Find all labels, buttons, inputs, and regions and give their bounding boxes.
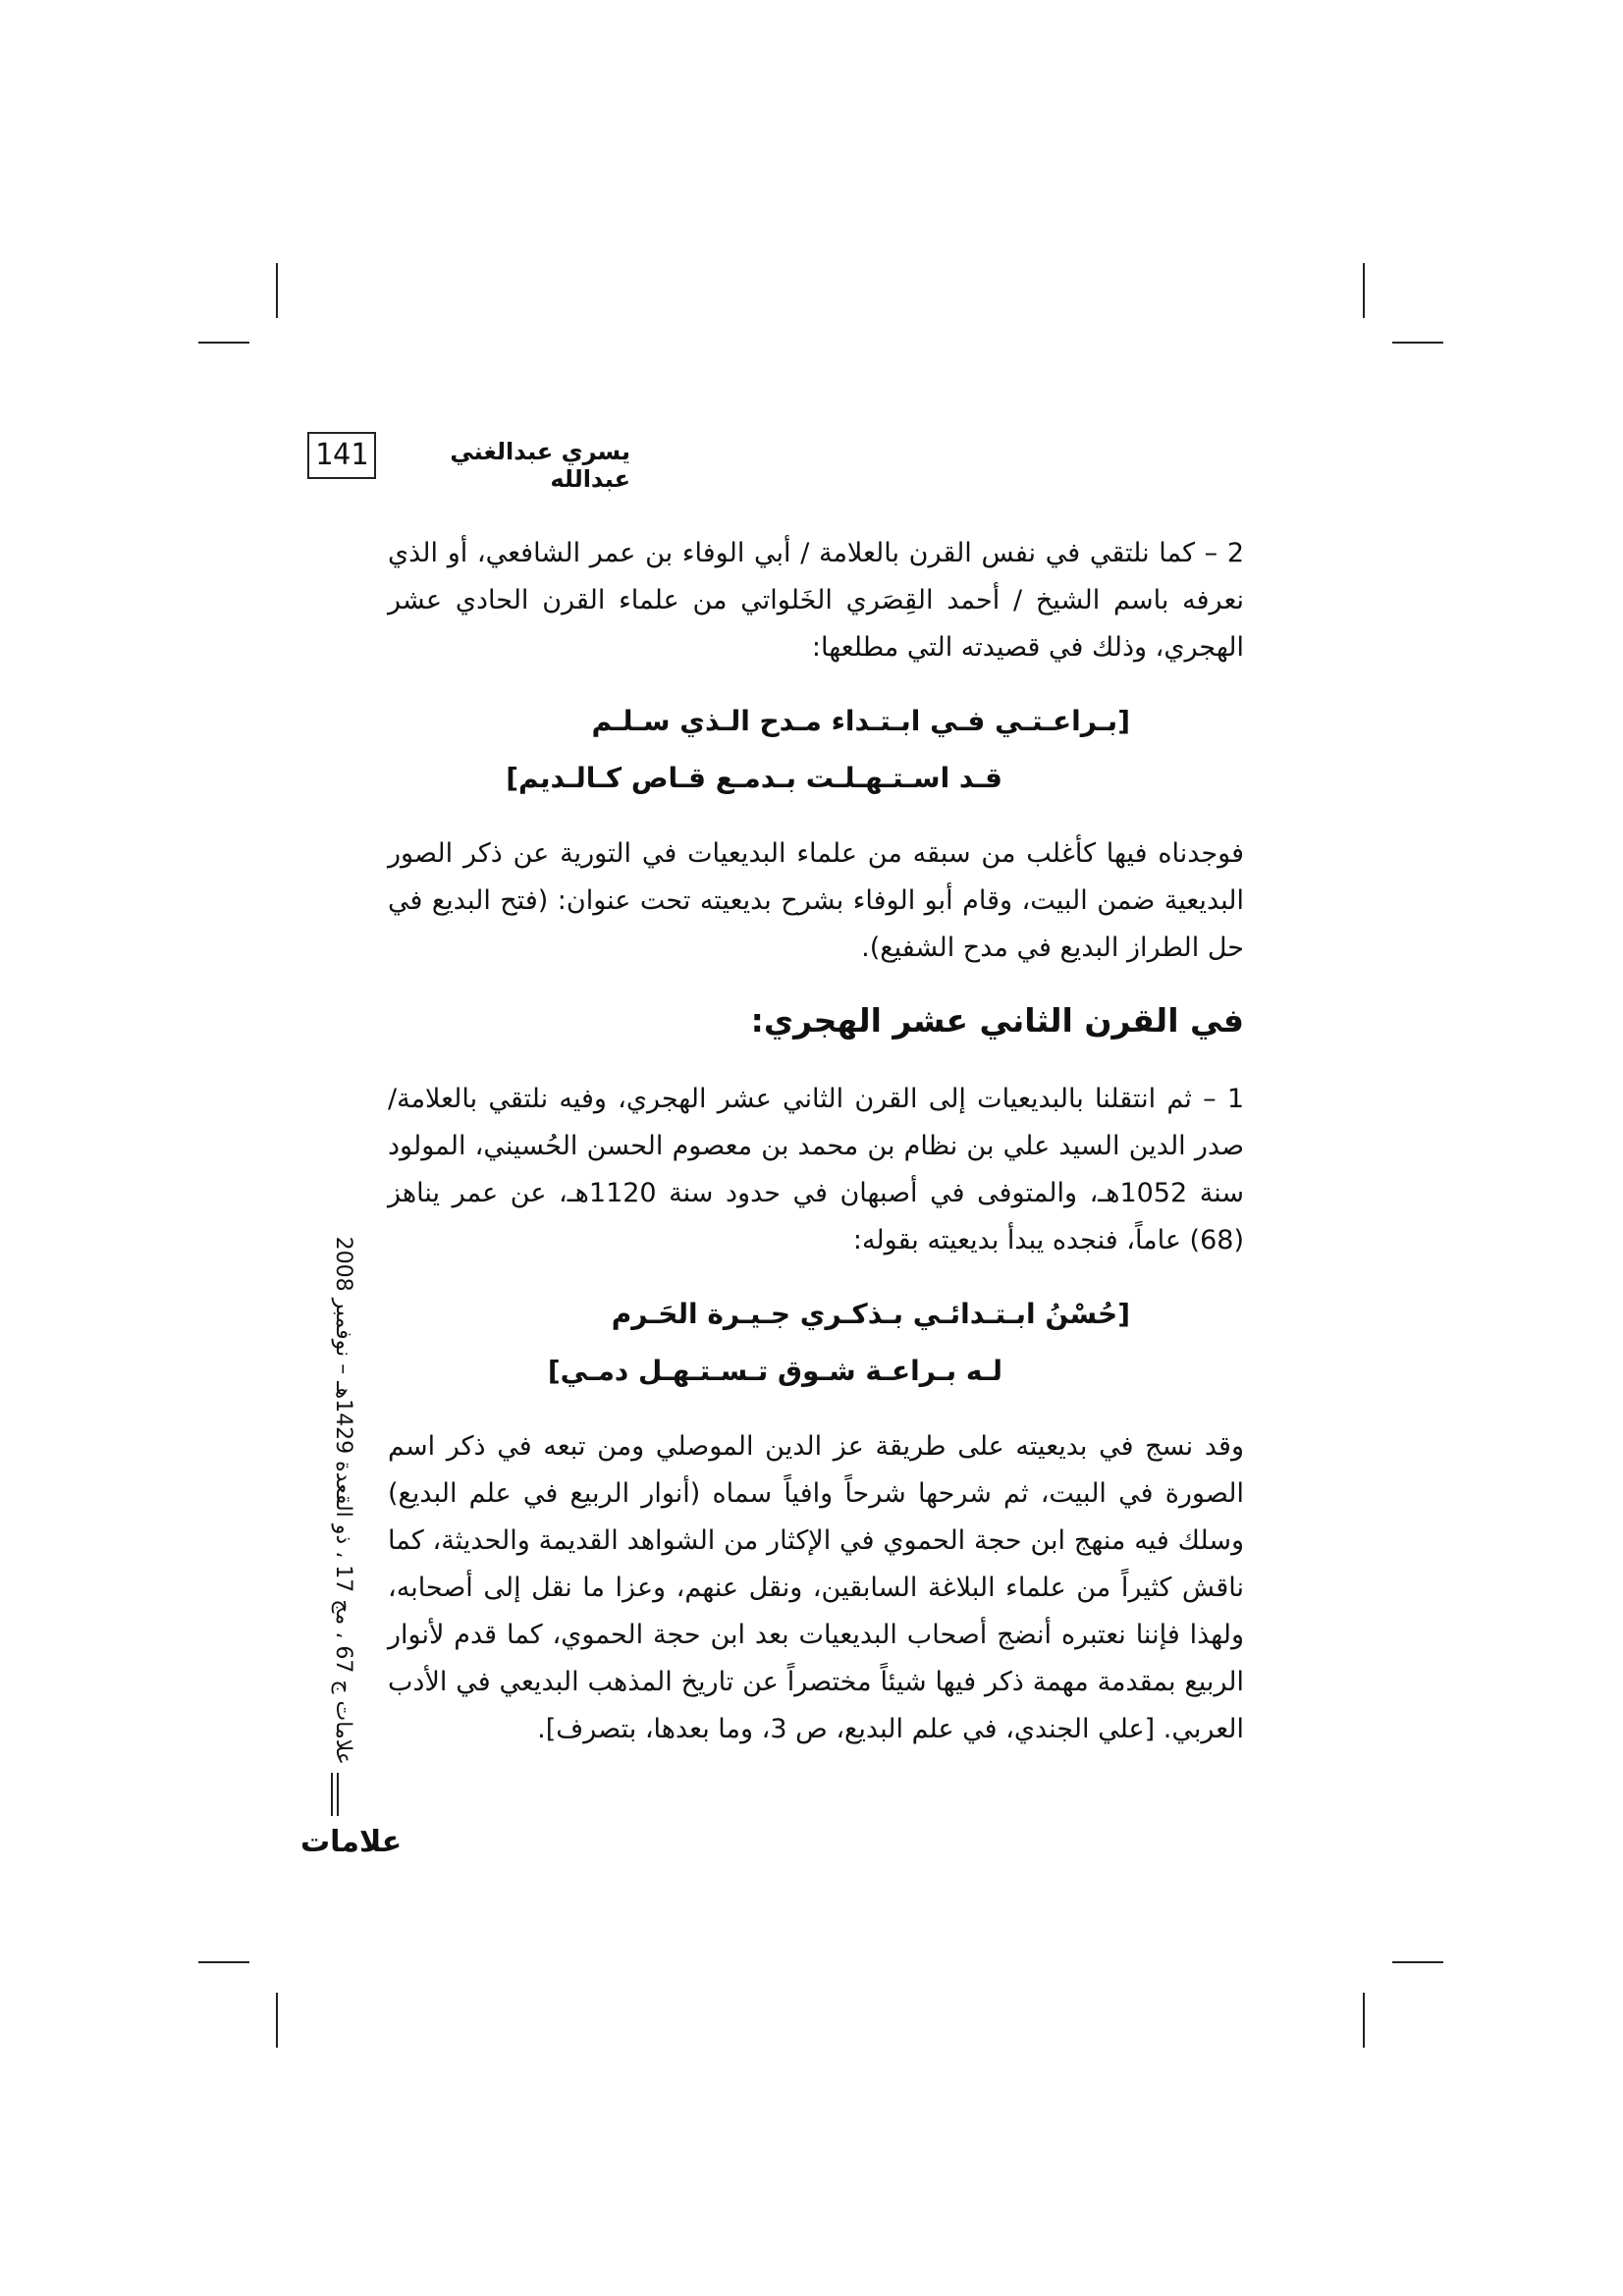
running-header-author: يسري عبدالغني عبدالله xyxy=(450,438,630,493)
paragraph-4: وقد نسج في بديعيته على طريقة عز الدين الموصلي ومن تبعه في ذكر اسم الصورة في البيت، ثم شرحها شرحاً وافياً سماه (أنوار الربيع في علم البديع) وسلك فيه منهج ابن حجة الحموي في الإكثار من الشواهد القديمة والحديثة، كما ناقش كثيراً من علماء البلاغة السابقين، ونقل عنهم، وعزا ما نقل إلى أصحابه، ولهذا فإننا نعتبره أنضج أصحاب البديعيات بعد ابن حجة الحموي، كما قدم لأنوار الربيع بمقدمة مهمة ذكر فيها شيئاً مختصراً عن تاريخ المذهب البديعي في الأدب العربي. [علي الجندي، في علم البديع، ص 3، وما بعدها، بتصرف]. xyxy=(388,1431,1244,1744)
side-rule-1 xyxy=(331,1773,333,1816)
crop-mark-top-left xyxy=(276,263,278,318)
journal-side-caption xyxy=(327,1236,358,1765)
verse-1-line-1: [بـراعـتـي فـي ابـتـداء مـدح الـذي سـلـم xyxy=(591,705,1130,737)
journal-logo: علامات xyxy=(300,1825,403,1859)
paragraph-3-text: ثم انتقلنا بالبديعيات إلى القرن الثاني عشر الهجري، وفيه نلتقي بالعلامة/ صدر الدين السيد علي بن نظام بن محمد بن معصوم الحسن الحُسيني، المولود سنة 1052هـ، والمتوفى في أصبهان في حدود سنة 1120هـ، عن عمر يناهز (68) عاماً، فنجده يبدأ بديعيته بقوله: xyxy=(388,1084,1244,1255)
page-number: 141 xyxy=(307,432,376,479)
paragraph-2: فوجدناه فيها كأغلب من سبقه من علماء البديعيات في التورية عن ذكر الصور البديعية ضمن البيت، وقام أبو الوفاء بشرح بديعيته تحت عنوان: (فتح البديع في حل الطراز البديع في مدح الشفيع). xyxy=(388,838,1244,963)
section-heading: في القرن الثاني عشر الهجري: xyxy=(750,1001,1244,1040)
paragraph-1: 2 – كما نلتقي في نفس القرن بالعلامة / أبي الوفاء بن عمر الشافعي، أو الذي نعرفه باسم الشيخ / أحمد القِصَري الخَلواتي من علماء القرن الحادي عشر الهجري، وذلك في قصيدته التي مطلعها: xyxy=(388,538,1244,663)
article-body xyxy=(388,530,1244,1775)
crop-mark-top-right xyxy=(1363,263,1365,318)
journal-caption-text: علامات ج 67 ، مج 17 ، ذو القعدة 1429هـ – نوفمبر 2008 xyxy=(331,1236,355,1765)
verse-2-line-1: [حُسْنُ ابـتـدائـي بـذكـري جـيـرة الحَـرم xyxy=(611,1298,1130,1330)
crop-mark-bottom-left xyxy=(276,1993,278,2048)
verse-1-line-2: قـد اسـتـهـلـت بـدمـع قـاص كـالـديم] xyxy=(506,762,1002,794)
verse-2-line-2: لـه بـراعـة شـوق تـسـتـهـل دمـي] xyxy=(547,1355,1002,1387)
crop-mark-bottom-left-h xyxy=(198,1961,249,1963)
item-number: 1 – xyxy=(1203,1084,1244,1114)
verse-2 xyxy=(388,1286,1244,1400)
side-rule-2 xyxy=(337,1773,339,1816)
crop-mark-top-right-h xyxy=(1392,342,1443,344)
paragraph-3 xyxy=(388,1076,1244,1264)
verse-1 xyxy=(388,693,1244,807)
crop-mark-top-left-h xyxy=(198,342,249,344)
crop-mark-bottom-right-h xyxy=(1392,1961,1443,1963)
crop-mark-bottom-right xyxy=(1363,1993,1365,2048)
